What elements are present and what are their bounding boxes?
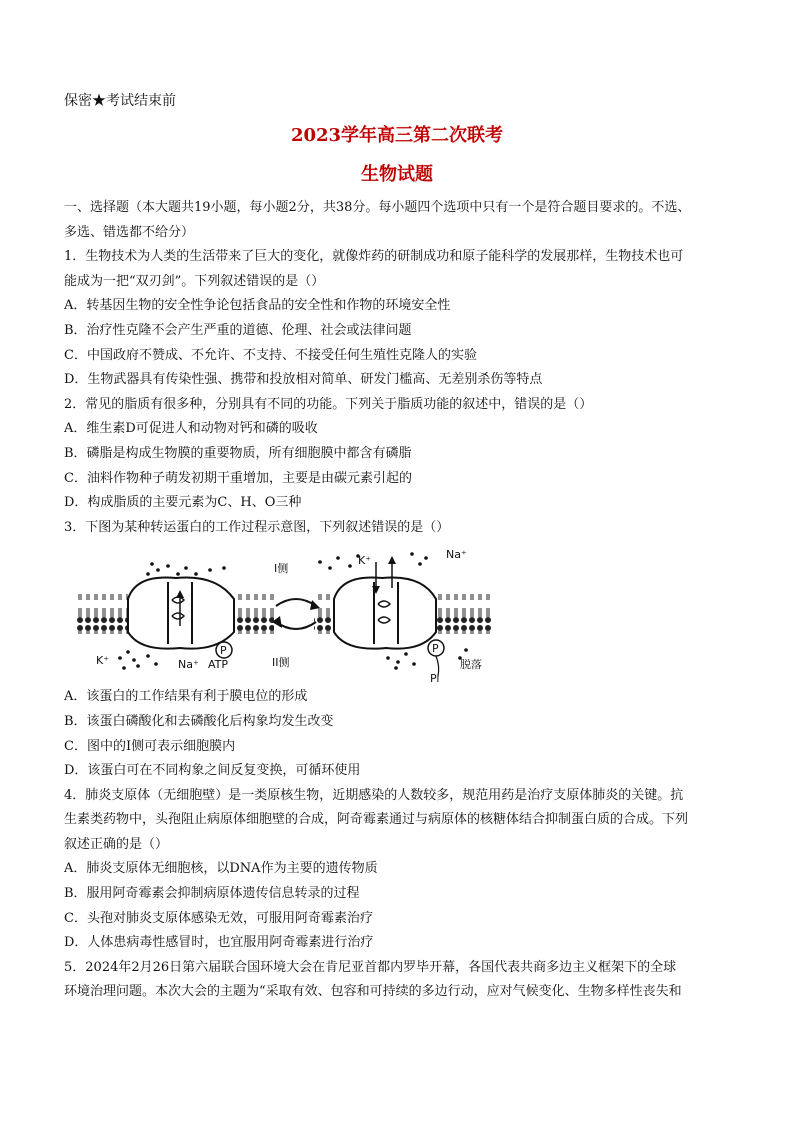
question-3-option-d: D．该蛋白可在不同构象之间反复变换，可循环使用 [64,763,361,779]
atp-label: ATP [208,658,229,672]
transport-protein-state-2 [334,556,436,649]
question-1-option-c: C．中国政府不赞成、不允许、不支持、不接受任何生殖性克隆人的实验 [64,347,477,363]
transport-protein-figure [64,540,734,685]
question-2-option-c: C．油料作物种子萌发初期干重增加，主要是由碳元素引起的 [64,470,412,486]
membrane-middle-right [314,594,334,634]
question-4-option-c: C．头孢对肺炎支原体感染无效，可服用阿奇霉素治疗 [64,910,373,926]
side-2-label: II侧 [272,656,290,670]
exam-title: 2023学年高三第二次联考 [290,125,504,146]
question-5-stem-cont: 环境治理问题。本次大会的主题为“采取有效、包容和可持续的多边行动，应对气候变化、生物多样性丧失和 [64,984,682,1000]
side-1-label: I侧 [274,562,289,576]
phosphate-label-left: P [220,644,227,658]
question-4-stem: 4．肺炎支原体（无细胞壁）是一类原核生物，近期感染的人数较多，规范用药是治疗支原体肺炎的关键。抗 [64,787,684,803]
k-ion-bottom-label: K⁺ [96,654,110,668]
membrane-middle-left [234,594,274,634]
question-3-option-c: C．图中的I侧可表示细胞膜内 [64,738,236,754]
question-1-option-d: D．生物武器具有传染性强、携带和投放相对简单、研发门槛高、无差别杀伤等特点 [64,372,543,388]
phosphate-label-right: P [432,642,439,656]
na-ion-top-label: Na⁺ [446,548,467,562]
question-2-stem: 2．常见的脂质有很多种，分别具有不同的功能。下列关于脂质功能的叙述中，错误的是（） [64,396,593,412]
exam-subtitle: 生物试题 [361,164,433,185]
conformation-arrow-back [276,622,316,629]
question-2-option-b: B．磷脂是构成生物膜的重要物质，所有细胞膜中都含有磷脂 [64,445,412,461]
question-4-option-d: D．人体患病毒性感冒时，也宜服用阿奇霉素进行治疗 [64,935,374,951]
question-1-stem-cont: 能成为一把“双刃剑”。下列叙述错误的是（） [64,273,325,289]
exam-body [64,196,734,1005]
question-4-stem-cont: 生素类药物中，头孢阻止病原体细胞壁的合成，阿奇霉素通过与病原体的核糖体结合抑制蛋白质的合成。下列 [64,812,689,828]
transport-protein-diagram [76,544,496,684]
section-heading: 一、选择题（本大题共19小题，每小题2分，共38分。每小题四个选项中只有一个是符合题目要求的。不选、 [64,200,691,215]
question-1-option-a: A．转基因生物的安全性争论包括食品的安全性和作物的环境安全性 [64,298,451,314]
question-1-stem: 1．生物技术为人类的生活带来了巨大的变化，就像炸药的研制成功和原子能科学的发展那样，生物技术也可 [64,249,684,265]
question-2-option-a: A．维生素D可促进人和动物对钙和磷的吸收 [64,421,318,437]
section-heading-cont: 多选、错选都不给分） [64,224,195,240]
question-4-option-a: A．肺炎支原体无细胞核，以DNA作为主要的遗传物质 [64,861,378,877]
membrane-right [436,594,492,634]
na-ion-bottom-label: Na⁺ [178,658,199,672]
confidential-label: 保密★考试结束前 [64,93,176,109]
conformation-arrow-forward [276,599,316,606]
question-5-stem: 5．2024年2月26日第六届联合国环境大会在肯尼亚首都内罗毕开幕，各国代表共商多边主义框架下的全球 [64,959,677,975]
question-4-stem-cont-2: 叙述正确的是（） [64,836,169,852]
question-2-option-d: D．构成脂质的主要元素为C、H、O三种 [64,495,302,511]
membrane-left [76,594,128,634]
question-3-stem: 3．下图为某种转运蛋白的工作过程示意图，下列叙述错误的是（） [64,519,450,535]
question-3-option-a: A．该蛋白的工作结果有利于膜电位的形成 [64,689,308,705]
question-4-option-b: B．服用阿奇霉素会抑制病原体遗传信息转录的过程 [64,886,360,902]
k-ion-top-label: K⁺ [358,554,372,568]
pi-label: Pi [430,672,440,685]
question-1-option-b: B．治疗性克隆不会产生严重的道德、伦理、社会或法律问题 [64,322,412,338]
question-3-option-b: B．该蛋白磷酸化和去磷酸化后构象均发生改变 [64,713,334,729]
detach-label: 脱落 [460,658,482,672]
transport-protein-state-1 [128,578,234,649]
